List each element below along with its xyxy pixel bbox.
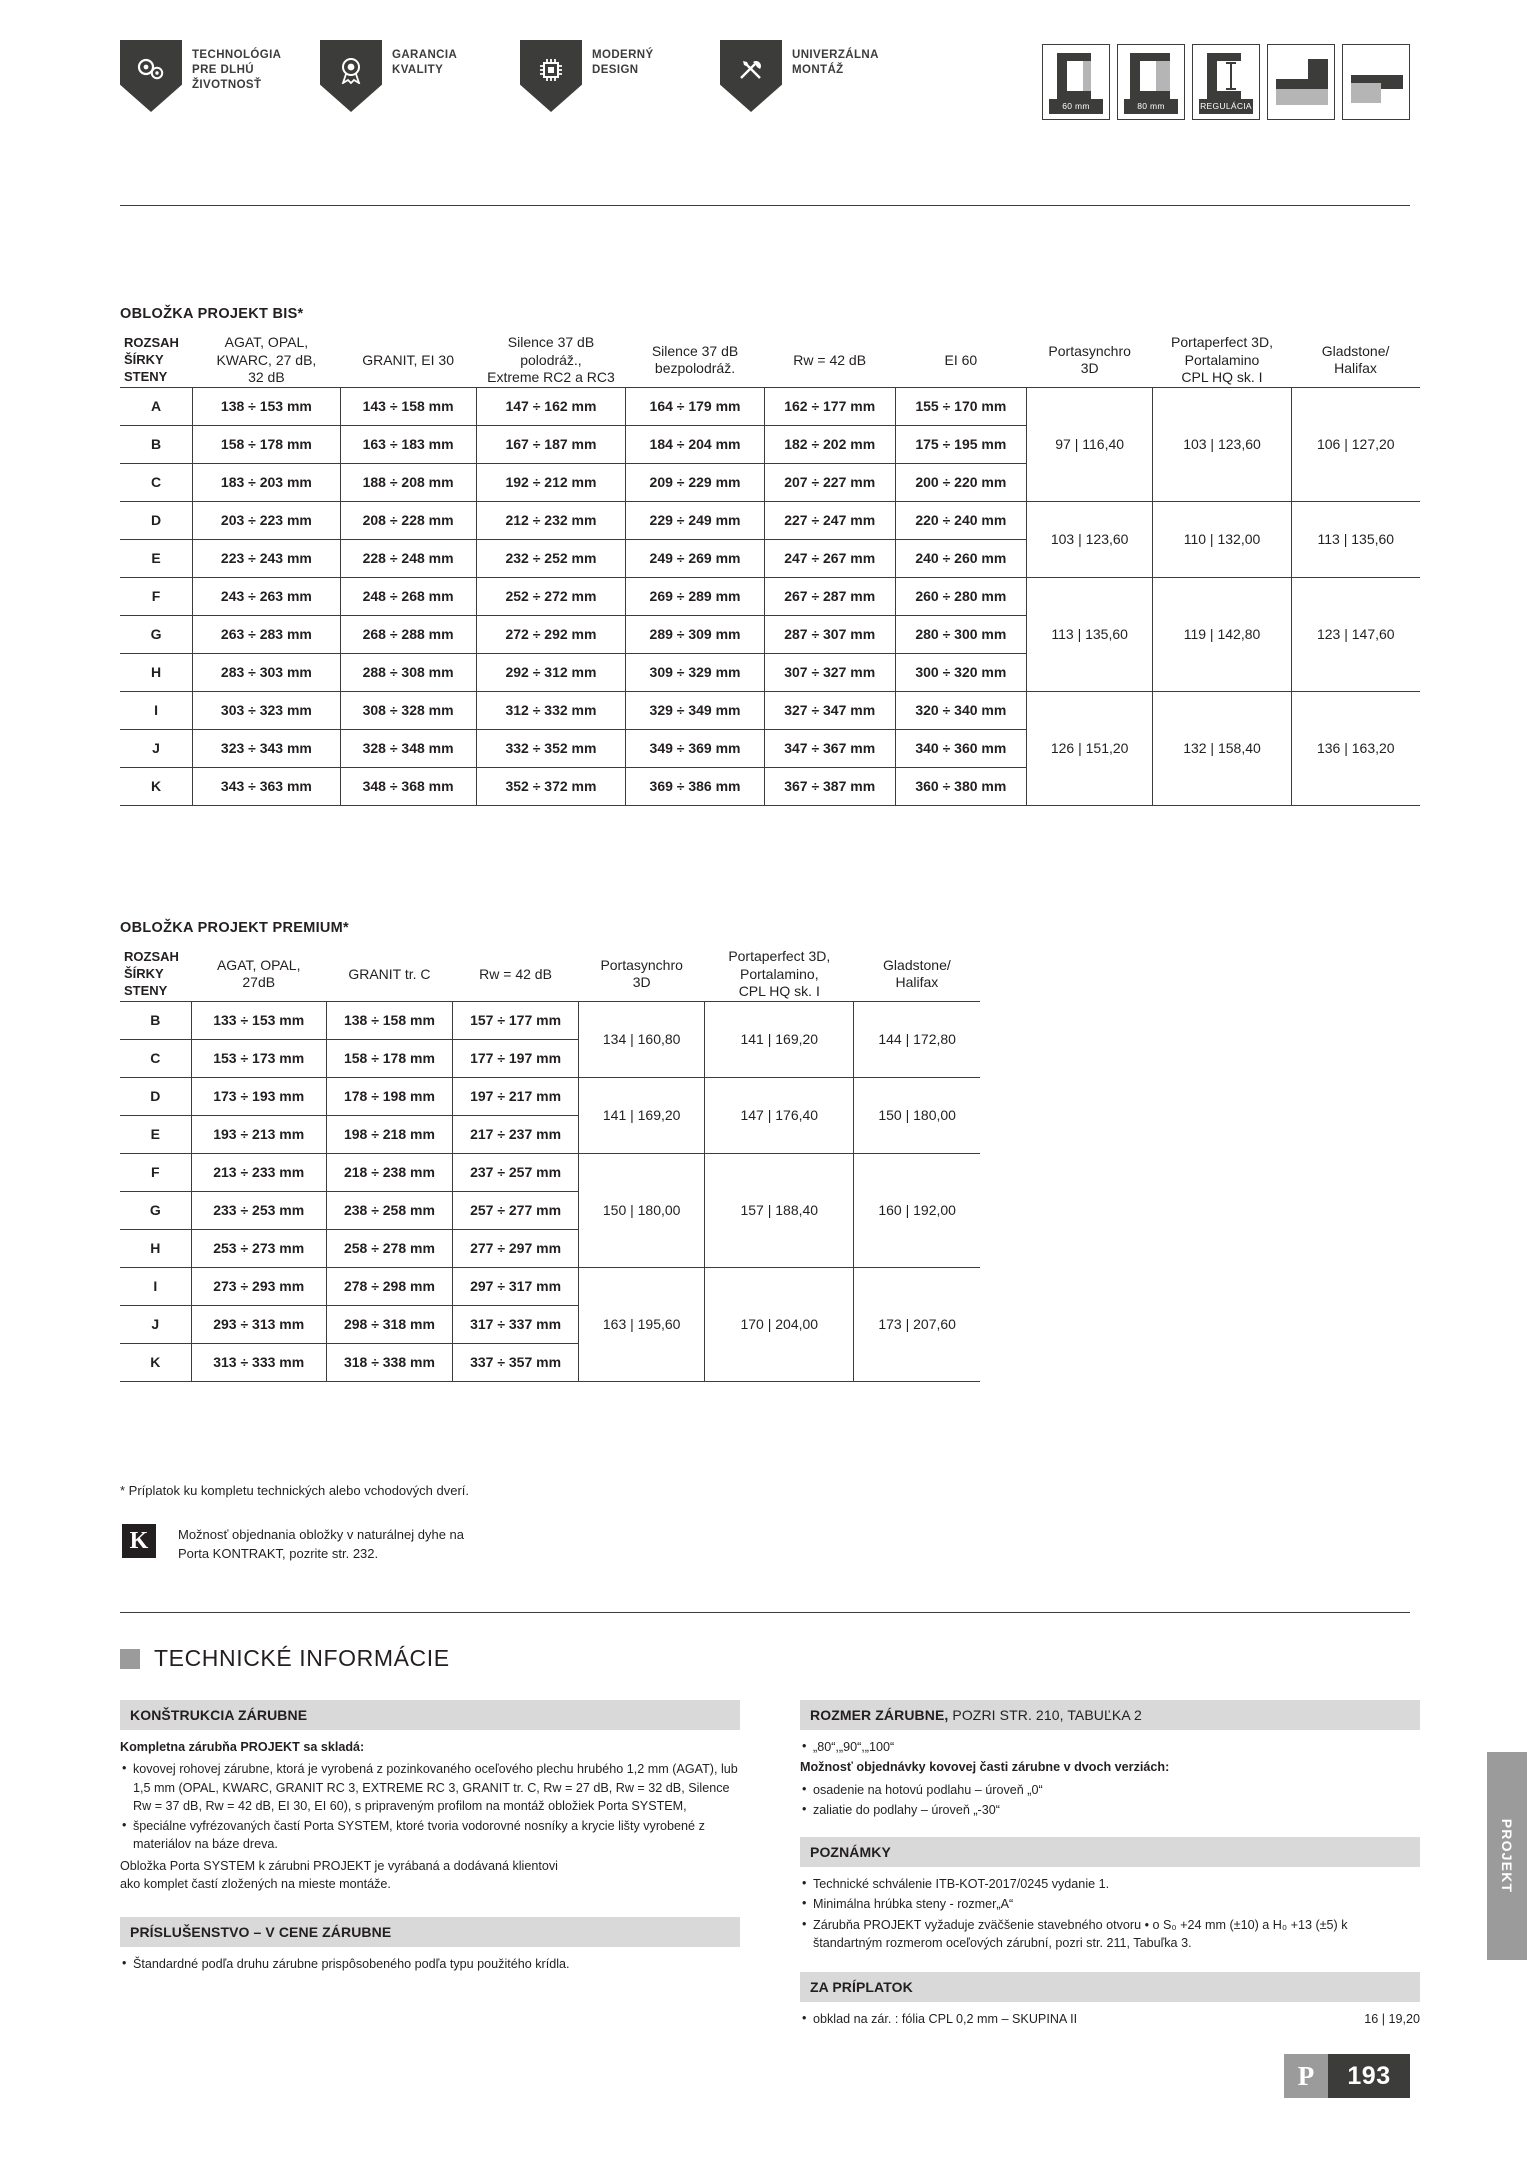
chip-icon [520,40,582,112]
table-cell: 192 ÷ 212 mm [476,463,626,501]
table-cell: 317 ÷ 337 mm [453,1305,579,1343]
table-cell: 289 ÷ 309 mm [626,615,764,653]
table-cell: 298 ÷ 318 mm [326,1305,452,1343]
feature-label-3 [792,40,879,78]
table-header-row [120,948,980,1001]
footnote-kontrakt-line2: Porta KONTRAKT, pozrite str. 232. [178,1545,379,1561]
list-item: • špeciálne vyfrézovaných častí Porta SYSTEM, ktoré tvoria vodorovné nosníky a krycie lišty vyrobené z materiálov na báze dreva. [120,1817,740,1854]
column-header: Portaperfect 3D, Portalamino CPL HQ sk. I [1171,334,1273,385]
pictogram-label: 60 mm [1049,99,1103,114]
row-label: E [120,539,193,577]
table-cell: 349 ÷ 369 mm [626,729,764,767]
feature-line: MONTÁŽ [792,64,844,77]
table-cell: 297 ÷ 317 mm [453,1267,579,1305]
table-row [120,1077,980,1115]
feature-item-1 [320,40,520,112]
column-header: AGAT, OPAL, KWARC, 27 dB, 32 dB [216,334,317,385]
bar-rozmer [800,1700,1420,1730]
column-header: AGAT, OPAL, 27dB [216,956,301,991]
table-cell: 327 ÷ 347 mm [764,691,895,729]
feature-item-3 [720,40,920,112]
page-number: 193 [1328,2054,1410,2098]
table-cell: 352 ÷ 372 mm [476,767,626,805]
table-row [120,387,1420,425]
row-label: J [120,1305,191,1343]
price-portasynchro: 150 | 180,00 [579,1153,705,1267]
table-cell: 263 ÷ 283 mm [193,615,341,653]
table-cell: 228 ÷ 248 mm [340,539,476,577]
column-header: Silence 37 dB polodráž., Extreme RC2 a RC3 [487,334,615,385]
table-cell: 173 ÷ 193 mm [191,1077,326,1115]
bar-poznamky: POZNÁMKY [800,1837,1420,1867]
row-label: G [120,615,193,653]
rozmer-bullets [800,1738,1420,1756]
table-cell: 347 ÷ 367 mm [764,729,895,767]
price-portasynchro: 163 | 195,60 [579,1267,705,1381]
table-cell: 277 ÷ 297 mm [453,1229,579,1267]
table-cell: 227 ÷ 247 mm [764,501,895,539]
table-cell: 292 ÷ 312 mm [476,653,626,691]
list-item: • Technické schválenie ITB-KOT-2017/0245 vydanie 1. [800,1875,1420,1893]
table-cell: 249 ÷ 269 mm [626,539,764,577]
table-cell: 233 ÷ 253 mm [191,1191,326,1229]
table-cell: 158 ÷ 178 mm [326,1039,452,1077]
list-item: • kovovej rohovej zárubne, ktorá je vyrobená z pozinkovaného oceľového plechu hrubého 1,2 mm (AGAT), lub 1,5 mm (OPAL, KWARC, GRANIT RC 3, EXTREME RC 3, GRANIT tr. C, Rw = 27 dB, Rw = 32 dB, Silence Rw = 37 dB, Rw = 42 dB, EI 30, EI 60), s pripraveným profilom na montáž obložiek Porta SYSTEM, [120,1760,740,1815]
price-gladstone: 160 | 192,00 [854,1153,980,1267]
premium-table [120,948,980,1382]
table-row [120,577,1420,615]
technical-info-heading [120,1645,450,1672]
list-item: • Minimálna hrúbka steny - rozmer„A“ [800,1895,1420,1913]
konstrukcia-bullets [120,1760,740,1853]
list-item [800,2010,1420,2028]
table-cell: 164 ÷ 179 mm [626,387,764,425]
feature-item-2 [520,40,720,112]
row-label: I [120,1267,191,1305]
price-portaperfect: 147 | 176,40 [705,1077,854,1153]
table-row [120,1153,980,1191]
table-cell: 175 ÷ 195 mm [895,425,1026,463]
frame-80mm-icon [1117,44,1185,120]
row-label: G [120,1191,191,1229]
table-cell: 203 ÷ 223 mm [193,501,341,539]
table-cell: 260 ÷ 280 mm [895,577,1026,615]
list-item: • zaliatie do podlahy – úroveň „-30“ [800,1801,1420,1819]
table-row [120,501,1420,539]
price-portasynchro: 134 | 160,80 [579,1001,705,1077]
price-portaperfect: 157 | 188,40 [705,1153,854,1267]
table-cell: 288 ÷ 308 mm [340,653,476,691]
feature-line: TECHNOLÓGIA [192,49,282,61]
table-cell: 340 ÷ 360 mm [895,729,1026,767]
table-cell: 287 ÷ 307 mm [764,615,895,653]
divider-top [120,205,1410,206]
table-cell: 157 ÷ 177 mm [453,1001,579,1039]
table-cell: 220 ÷ 240 mm [895,501,1026,539]
feature-line: MODERNÝ [592,49,654,61]
table-cell: 252 ÷ 272 mm [476,577,626,615]
table-cell: 240 ÷ 260 mm [895,539,1026,577]
row-label: K [120,1343,191,1381]
table-cell: 369 ÷ 386 mm [626,767,764,805]
table-cell: 337 ÷ 357 mm [453,1343,579,1381]
table-cell: 208 ÷ 228 mm [340,501,476,539]
table-cell: 312 ÷ 332 mm [476,691,626,729]
table-cell: 329 ÷ 349 mm [626,691,764,729]
row-label: D [120,1077,191,1115]
table-cell: 272 ÷ 292 mm [476,615,626,653]
table-cell: 348 ÷ 368 mm [340,767,476,805]
price-portaperfect: 141 | 169,20 [705,1001,854,1077]
bis-title: OBLOŽKA PROJEKT BIS* [120,306,304,322]
technical-info-title: TECHNICKÉ INFORMÁCIE [154,1645,450,1671]
table-cell: 238 ÷ 258 mm [326,1191,452,1229]
price-gladstone: 113 | 135,60 [1291,501,1420,577]
tech-left-column [120,1700,740,1975]
column-header: GRANIT, EI 30 [362,351,454,368]
porta-logo: P [1284,2054,1328,2098]
row-label: K [120,767,193,805]
table-cell: 269 ÷ 289 mm [626,577,764,615]
row-label: D [120,501,193,539]
table-cell: 273 ÷ 293 mm [191,1267,326,1305]
table-header-row [120,334,1420,387]
table-cell: 162 ÷ 177 mm [764,387,895,425]
table-cell: 360 ÷ 380 mm [895,767,1026,805]
table-cell: 280 ÷ 300 mm [895,615,1026,653]
regulation-icon [1192,44,1260,120]
price-gladstone: 123 | 147,60 [1291,577,1420,691]
pictogram-label: REGULÁCIA [1199,99,1253,114]
table-cell: 283 ÷ 303 mm [193,653,341,691]
price-portasynchro: 126 | 151,20 [1026,691,1152,805]
premium-title: OBLOŽKA PROJEKT PREMIUM* [120,920,350,936]
price-portaperfect: 103 | 123,60 [1153,387,1291,501]
row-label: E [120,1115,191,1153]
table-row [120,1267,980,1305]
bar-priplatok: ZA PRÍPLATOK [800,1972,1420,2002]
price-gladstone: 144 | 172,80 [854,1001,980,1077]
list-item: • „80“,„90“,„100“ [800,1738,1420,1756]
table-cell: 167 ÷ 187 mm [476,425,626,463]
feature-item-0 [120,40,320,112]
bis-table [120,334,1420,806]
table-cell: 143 ÷ 158 mm [340,387,476,425]
table-row [120,1001,980,1039]
list-item: • Zárubňa PROJEKT vyžaduje zväčšenie stavebného otvoru • o S₀ +24 mm (±10) a H₀ +13 (±5) k štandartným rozmerom oceľových zárubní, pozri str. 211, Tabuľka 3. [800,1916,1420,1953]
footnote-kontrakt-line1: Možnosť objednania obložky v naturálnej dyhe na [178,1527,465,1542]
table-cell: 303 ÷ 323 mm [193,691,341,729]
table-cell: 207 ÷ 227 mm [764,463,895,501]
table-cell: 318 ÷ 338 mm [326,1343,452,1381]
konstrukcia-intro: Kompletna zárubňa PROJEKT sa skladá: [120,1740,365,1754]
table-cell: 237 ÷ 257 mm [453,1153,579,1191]
rozmer-bullets2 [800,1781,1420,1820]
table-cell: 138 ÷ 153 mm [193,387,341,425]
feature-line: UNIVERZÁLNA [792,49,879,61]
feature-line: DESIGN [592,64,639,77]
feature-label-1 [392,40,457,78]
column-header: Silence 37 dB bezpolodráž. [651,342,739,377]
row-label: J [120,729,193,767]
column-header: ROZSAH ŠÍRKY STENY [124,334,179,384]
table-cell: 229 ÷ 249 mm [626,501,764,539]
column-header: Gladstone/ Halifax [1321,342,1390,377]
price-portasynchro: 113 | 135,60 [1026,577,1152,691]
feature-line: KVALITY [392,64,444,77]
row-label: B [120,1001,191,1039]
prislusenstvo-bullets [120,1955,740,1973]
pictogram-label: 80 mm [1124,99,1178,114]
table-cell: 197 ÷ 217 mm [453,1077,579,1115]
table-cell: 183 ÷ 203 mm [193,463,341,501]
row-label: I [120,691,193,729]
table-cell: 313 ÷ 333 mm [191,1343,326,1381]
feature-line: GARANCIA [392,49,458,61]
tools-icon [720,40,782,112]
row-label: B [120,425,193,463]
row-label: F [120,577,193,615]
table-cell: 184 ÷ 204 mm [626,425,764,463]
row-label: F [120,1153,191,1191]
column-header: Gladstone/ Halifax [883,956,951,991]
table-row [120,691,1420,729]
column-header: EI 60 [944,351,978,368]
side-tab-label: PROJEKT [1499,1818,1515,1894]
table-cell: 209 ÷ 229 mm [626,463,764,501]
price-gladstone: 150 | 180,00 [854,1077,980,1153]
pictogram-row [1042,44,1410,120]
page-footer [1284,2054,1410,2098]
list-item: • osadenie na hotovú podlahu – úroveň „0“ [800,1781,1420,1799]
table-cell: 200 ÷ 220 mm [895,463,1026,501]
table-cell: 257 ÷ 277 mm [453,1191,579,1229]
kontrakt-logo: K [122,1524,156,1558]
table-cell: 155 ÷ 170 mm [895,387,1026,425]
table-cell: 212 ÷ 232 mm [476,501,626,539]
table-cell: 308 ÷ 328 mm [340,691,476,729]
table-cell: 320 ÷ 340 mm [895,691,1026,729]
table-cell: 153 ÷ 173 mm [191,1039,326,1077]
table-cell: 232 ÷ 252 mm [476,539,626,577]
feature-label-2 [592,40,654,78]
table-cell: 188 ÷ 208 mm [340,463,476,501]
footnote-star: * Príplatok ku kompletu technických alebo vchodových dverí. [120,1483,470,1498]
table-cell: 307 ÷ 327 mm [764,653,895,691]
price-gladstone: 136 | 163,20 [1291,691,1420,805]
table-cell: 158 ÷ 178 mm [193,425,341,463]
table-cell: 309 ÷ 329 mm [626,653,764,691]
table-cell: 138 ÷ 158 mm [326,1001,452,1039]
table-cell: 213 ÷ 233 mm [191,1153,326,1191]
surcharge-label: • obklad na zár. : fólia CPL 0,2 mm – SKUPINA II [813,2012,1078,2026]
price-portaperfect: 132 | 158,40 [1153,691,1291,805]
table-cell: 267 ÷ 287 mm [764,577,895,615]
column-header: Rw = 42 dB [479,965,552,982]
konstrukcia-tail2: ako komplet častí zložených na mieste montáže. [120,1876,391,1891]
table-cell: 147 ÷ 162 mm [476,387,626,425]
square-bullet-icon [120,1649,140,1669]
table-cell: 300 ÷ 320 mm [895,653,1026,691]
feature-strip [120,40,1410,150]
table-cell: 293 ÷ 313 mm [191,1305,326,1343]
table-cell: 217 ÷ 237 mm [453,1115,579,1153]
rozmer-intro2: Možnosť objednávky kovovej časti zárubne v dvoch verziách: [800,1760,1170,1775]
table-cell: 248 ÷ 268 mm [340,577,476,615]
footnote-kontrakt [178,1526,464,1564]
tech-right-column [800,1700,1420,2030]
table-cell: 328 ÷ 348 mm [340,729,476,767]
price-gladstone: 106 | 127,20 [1291,387,1420,501]
list-item: • Štandardné podľa druhu zárubne prispôsobeného podľa typu použitého krídla. [120,1955,740,1973]
table-cell: 332 ÷ 352 mm [476,729,626,767]
table-cell: 343 ÷ 363 mm [193,767,341,805]
konstrukcia-tail1: Obložka Porta SYSTEM k zárubni PROJEKT je vyrábaná a dodávaná klientovi [120,1858,558,1873]
price-gladstone: 173 | 207,60 [854,1267,980,1381]
price-portaperfect: 110 | 132,00 [1153,501,1291,577]
feature-line: PRE DLHÚ [192,64,254,77]
priplatok-bullets [800,2010,1420,2028]
table-cell: 278 ÷ 298 mm [326,1267,452,1305]
table-cell: 268 ÷ 288 mm [340,615,476,653]
table-cell: 243 ÷ 263 mm [193,577,341,615]
table-cell: 177 ÷ 197 mm [453,1039,579,1077]
price-portaperfect: 170 | 204,00 [705,1267,854,1381]
gears-icon [120,40,182,112]
price-portasynchro: 141 | 169,20 [579,1077,705,1153]
feature-line: ŽIVOTNOSŤ [192,79,262,92]
side-tab-projekt [1487,1752,1527,1960]
row-label: A [120,387,193,425]
table-cell: 182 ÷ 202 mm [764,425,895,463]
table-cell: 247 ÷ 267 mm [764,539,895,577]
row-label: C [120,1039,191,1077]
column-header: ROZSAH ŠÍRKY STENY [124,948,179,998]
row-label: C [120,463,193,501]
feature-label-0 [192,40,281,94]
medal-icon [320,40,382,112]
price-portasynchro: 103 | 123,60 [1026,501,1152,577]
column-header: Portasynchro 3D [600,956,683,991]
table-cell: 253 ÷ 273 mm [191,1229,326,1267]
table-cell: 163 ÷ 183 mm [340,425,476,463]
column-header: Portasynchro 3D [1048,342,1131,377]
table-cell: 367 ÷ 387 mm [764,767,895,805]
column-header: GRANIT tr. C [348,965,431,982]
row-label: H [120,653,193,691]
table-cell: 198 ÷ 218 mm [326,1115,452,1153]
table-cell: 323 ÷ 343 mm [193,729,341,767]
bar-prislusenstvo: PRÍSLUŠENSTVO – V CENE ZÁRUBNE [120,1917,740,1947]
frame-60mm-icon [1042,44,1110,120]
price-portaperfect: 119 | 142,80 [1153,577,1291,691]
table-cell: 218 ÷ 238 mm [326,1153,452,1191]
table-cell: 178 ÷ 198 mm [326,1077,452,1115]
row-label: H [120,1229,191,1267]
column-header: Rw = 42 dB [793,351,867,368]
table-cell: 223 ÷ 243 mm [193,539,341,577]
price-portasynchro: 97 | 116,40 [1026,387,1152,501]
surcharge-price: 16 | 19,20 [1364,2012,1420,2026]
frame-section-icon [1267,44,1335,120]
column-header: Portaperfect 3D, Portalamino, CPL HQ sk. I [728,948,831,999]
table-cell: 193 ÷ 213 mm [191,1115,326,1153]
bar-rozmer-reg: POZRI STR. 210, TABUĽKA 2 [948,1707,1142,1723]
table-cell: 258 ÷ 278 mm [326,1229,452,1267]
divider-mid [120,1612,1410,1613]
frame-profile-icon [1342,44,1410,120]
table-cell: 133 ÷ 153 mm [191,1001,326,1039]
bar-konstrukcia: KONŠTRUKCIA ZÁRUBNE [120,1700,740,1730]
bar-rozmer-bold: ROZMER ZÁRUBNE, [810,1707,949,1723]
poznamky-bullets [800,1875,1420,1952]
